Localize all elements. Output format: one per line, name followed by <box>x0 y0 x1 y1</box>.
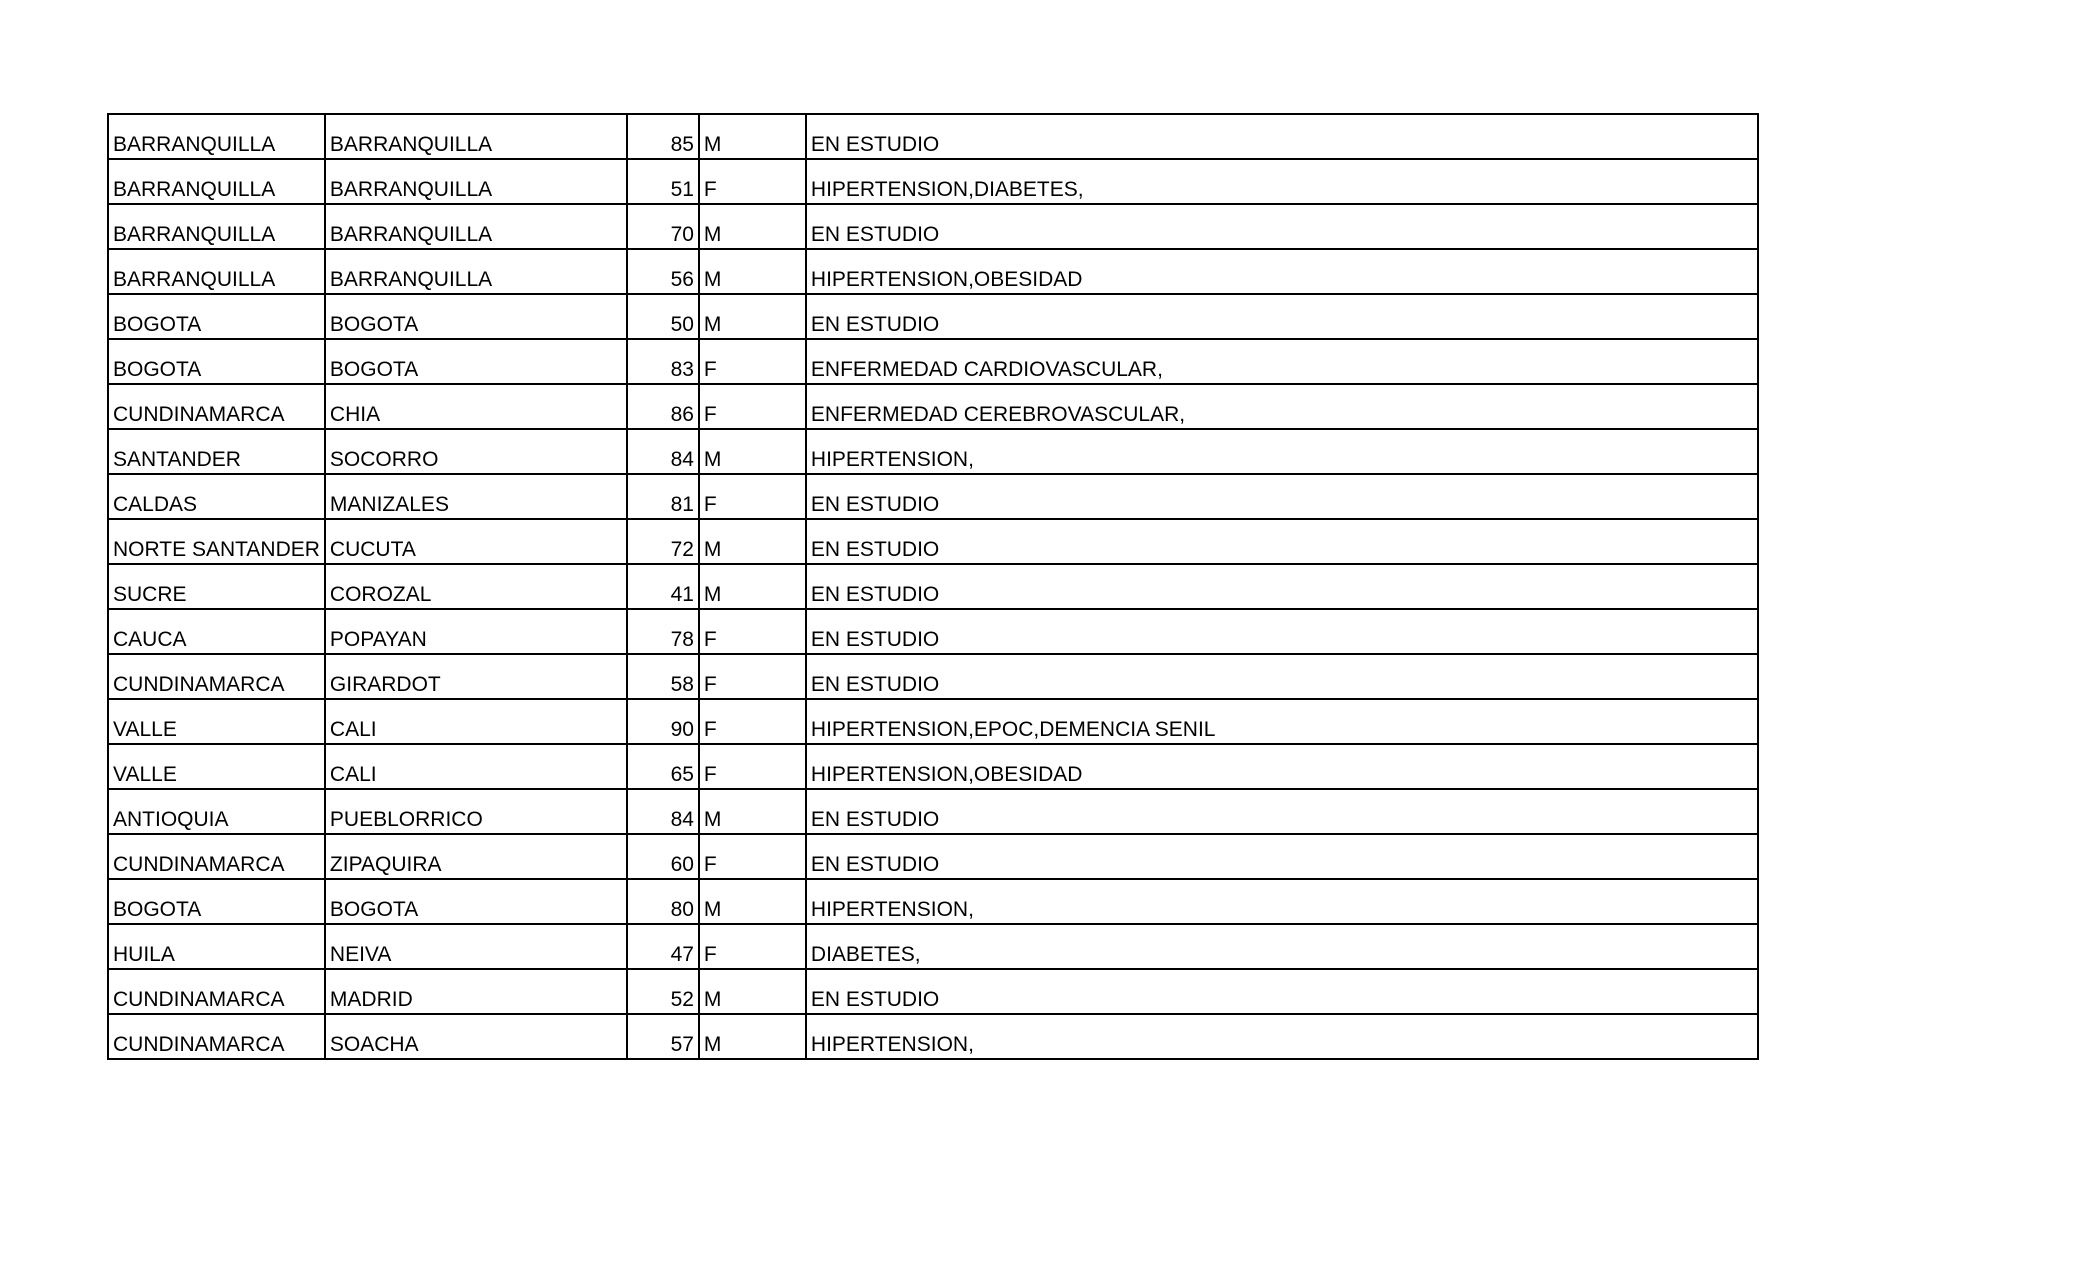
table-row <box>108 204 1758 249</box>
cell-sexo: M <box>699 879 806 924</box>
cell-edad: 50 <box>627 294 699 339</box>
cell-sexo: M <box>699 789 806 834</box>
table-row <box>108 924 1758 969</box>
cell-departamento: CUNDINAMARCA <box>108 654 325 699</box>
cell-edad: 80 <box>627 879 699 924</box>
table-row <box>108 519 1758 564</box>
cell-edad: 65 <box>627 744 699 789</box>
table-row <box>108 699 1758 744</box>
cell-departamento: BOGOTA <box>108 879 325 924</box>
cell-condicion: DIABETES, <box>806 924 1758 969</box>
cell-condicion: HIPERTENSION,EPOC,DEMENCIA SENIL <box>806 699 1758 744</box>
cell-sexo: M <box>699 429 806 474</box>
cell-municipio: CALI <box>325 699 627 744</box>
cell-edad: 78 <box>627 609 699 654</box>
cell-sexo: M <box>699 249 806 294</box>
cell-municipio: GIRARDOT <box>325 654 627 699</box>
cell-condicion: EN ESTUDIO <box>806 519 1758 564</box>
cell-sexo: M <box>699 294 806 339</box>
table-row <box>108 249 1758 294</box>
cell-sexo: F <box>699 744 806 789</box>
cell-condicion: EN ESTUDIO <box>806 114 1758 159</box>
cell-municipio: CHIA <box>325 384 627 429</box>
table-row <box>108 609 1758 654</box>
cell-edad: 57 <box>627 1014 699 1059</box>
cell-departamento: CAUCA <box>108 609 325 654</box>
cell-edad: 90 <box>627 699 699 744</box>
cell-municipio: CALI <box>325 744 627 789</box>
cell-sexo: M <box>699 1014 806 1059</box>
cell-departamento: CUNDINAMARCA <box>108 969 325 1014</box>
cell-condicion: ENFERMEDAD CEREBROVASCULAR, <box>806 384 1758 429</box>
table-row <box>108 879 1758 924</box>
cell-edad: 84 <box>627 789 699 834</box>
cell-condicion: ENFERMEDAD CARDIOVASCULAR, <box>806 339 1758 384</box>
table-row <box>108 744 1758 789</box>
cell-sexo: F <box>699 699 806 744</box>
cell-edad: 83 <box>627 339 699 384</box>
cell-departamento: BOGOTA <box>108 339 325 384</box>
cell-municipio: PUEBLORRICO <box>325 789 627 834</box>
cell-sexo: M <box>699 519 806 564</box>
cell-municipio: BOGOTA <box>325 294 627 339</box>
cell-municipio: CUCUTA <box>325 519 627 564</box>
cell-departamento: BARRANQUILLA <box>108 159 325 204</box>
table-row <box>108 429 1758 474</box>
cell-condicion: HIPERTENSION,DIABETES, <box>806 159 1758 204</box>
cell-municipio: ZIPAQUIRA <box>325 834 627 879</box>
cell-departamento: SUCRE <box>108 564 325 609</box>
cell-municipio: BARRANQUILLA <box>325 204 627 249</box>
table-row <box>108 474 1758 519</box>
case-table <box>107 113 1759 1060</box>
cell-municipio: SOCORRO <box>325 429 627 474</box>
cell-sexo: F <box>699 609 806 654</box>
cell-edad: 56 <box>627 249 699 294</box>
cell-sexo: M <box>699 114 806 159</box>
cell-municipio: BARRANQUILLA <box>325 249 627 294</box>
cell-municipio: MANIZALES <box>325 474 627 519</box>
cell-condicion: EN ESTUDIO <box>806 609 1758 654</box>
cell-municipio: SOACHA <box>325 1014 627 1059</box>
cell-sexo: F <box>699 834 806 879</box>
table-row <box>108 294 1758 339</box>
cell-condicion: HIPERTENSION, <box>806 879 1758 924</box>
cell-sexo: F <box>699 159 806 204</box>
cell-sexo: F <box>699 654 806 699</box>
case-table-body <box>108 114 1758 1059</box>
cell-condicion: EN ESTUDIO <box>806 969 1758 1014</box>
cell-sexo: M <box>699 969 806 1014</box>
cell-departamento: BARRANQUILLA <box>108 114 325 159</box>
cell-municipio: BOGOTA <box>325 339 627 384</box>
cell-departamento: CUNDINAMARCA <box>108 1014 325 1059</box>
table-row <box>108 159 1758 204</box>
cell-sexo: F <box>699 474 806 519</box>
cell-edad: 84 <box>627 429 699 474</box>
cell-edad: 58 <box>627 654 699 699</box>
table-row <box>108 969 1758 1014</box>
cell-sexo: F <box>699 339 806 384</box>
table-row <box>108 564 1758 609</box>
cell-municipio: NEIVA <box>325 924 627 969</box>
cell-departamento: SANTANDER <box>108 429 325 474</box>
cell-sexo: F <box>699 924 806 969</box>
table-row <box>108 834 1758 879</box>
cell-municipio: COROZAL <box>325 564 627 609</box>
cell-municipio: BOGOTA <box>325 879 627 924</box>
cell-municipio: BARRANQUILLA <box>325 159 627 204</box>
cell-departamento: VALLE <box>108 744 325 789</box>
cell-departamento: BARRANQUILLA <box>108 249 325 294</box>
cell-edad: 72 <box>627 519 699 564</box>
cell-edad: 70 <box>627 204 699 249</box>
cell-condicion: EN ESTUDIO <box>806 789 1758 834</box>
cell-departamento: CUNDINAMARCA <box>108 834 325 879</box>
cell-sexo: M <box>699 564 806 609</box>
cell-departamento: HUILA <box>108 924 325 969</box>
cell-condicion: HIPERTENSION, <box>806 1014 1758 1059</box>
cell-departamento: NORTE SANTANDER <box>108 519 325 564</box>
cell-departamento: BARRANQUILLA <box>108 204 325 249</box>
cell-edad: 52 <box>627 969 699 1014</box>
table-row <box>108 114 1758 159</box>
cell-edad: 81 <box>627 474 699 519</box>
cell-condicion: EN ESTUDIO <box>806 294 1758 339</box>
cell-departamento: BOGOTA <box>108 294 325 339</box>
cell-condicion: EN ESTUDIO <box>806 654 1758 699</box>
cell-condicion: HIPERTENSION,OBESIDAD <box>806 249 1758 294</box>
table-row <box>108 654 1758 699</box>
table-row <box>108 384 1758 429</box>
table-row <box>108 789 1758 834</box>
cell-condicion: EN ESTUDIO <box>806 204 1758 249</box>
cell-edad: 85 <box>627 114 699 159</box>
cell-departamento: CALDAS <box>108 474 325 519</box>
cell-municipio: POPAYAN <box>325 609 627 654</box>
cell-departamento: ANTIOQUIA <box>108 789 325 834</box>
cell-condicion: HIPERTENSION, <box>806 429 1758 474</box>
cell-condicion: EN ESTUDIO <box>806 564 1758 609</box>
table-row <box>108 1014 1758 1059</box>
cell-edad: 86 <box>627 384 699 429</box>
cell-edad: 51 <box>627 159 699 204</box>
cell-sexo: F <box>699 384 806 429</box>
cell-edad: 47 <box>627 924 699 969</box>
cell-condicion: EN ESTUDIO <box>806 834 1758 879</box>
cell-condicion: HIPERTENSION,OBESIDAD <box>806 744 1758 789</box>
cell-departamento: CUNDINAMARCA <box>108 384 325 429</box>
cell-departamento: VALLE <box>108 699 325 744</box>
cell-sexo: M <box>699 204 806 249</box>
cell-edad: 60 <box>627 834 699 879</box>
cell-municipio: MADRID <box>325 969 627 1014</box>
cell-municipio: BARRANQUILLA <box>325 114 627 159</box>
cell-edad: 41 <box>627 564 699 609</box>
cell-condicion: EN ESTUDIO <box>806 474 1758 519</box>
table-row <box>108 339 1758 384</box>
